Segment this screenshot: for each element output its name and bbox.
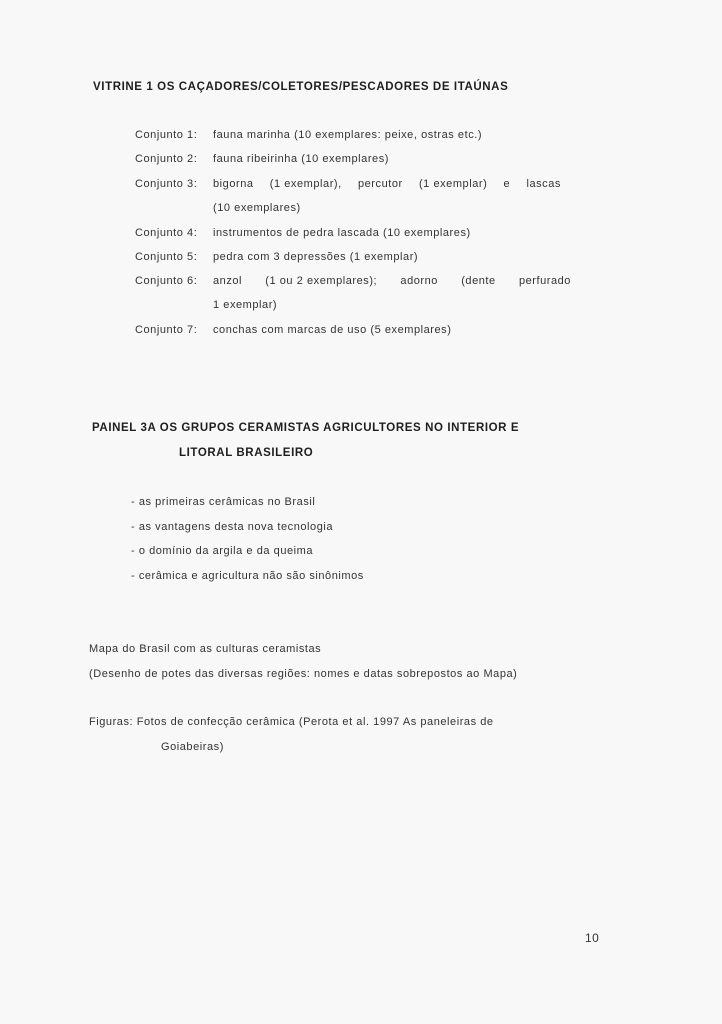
conjunto-text: fauna marinha (10 exemplares: peixe, ostras etc.): [213, 129, 483, 141]
conjunto-label: Conjunto 1:: [135, 129, 198, 141]
list-item: [135, 227, 471, 239]
list-item: [135, 324, 451, 336]
figuras-continuation: Goiabeiras): [161, 741, 224, 753]
conjunto-text: instrumentos de pedra lascada (10 exemplares): [213, 227, 471, 239]
list-item: [135, 178, 561, 190]
list-item: [135, 275, 571, 287]
list-item: [135, 129, 482, 141]
conjunto-continuation: (10 exemplares): [213, 202, 301, 214]
vitrine-heading: VITRINE 1 OS CAÇADORES/COLETORES/PESCADORES DE ITAÚNAS: [93, 81, 509, 93]
mapa-line: (Desenho de potes das diversas regiões: nomes e datas sobrepostos ao Mapa): [89, 668, 518, 680]
conjunto-text: [213, 178, 561, 190]
page-number: 10: [585, 931, 600, 945]
word: bigorna: [213, 178, 254, 190]
mapa-line: Mapa do Brasil com as culturas ceramistas: [89, 643, 322, 655]
list-item: [135, 251, 418, 263]
conjunto-label: Conjunto 2:: [135, 153, 198, 165]
word: adorno: [400, 275, 438, 287]
word: anzol: [213, 275, 243, 287]
word: (1 ou 2 exemplares);: [265, 275, 378, 287]
bullet-item: - as primeiras cerâmicas no Brasil: [131, 496, 316, 508]
word: percutor: [357, 178, 403, 190]
conjunto-text: conchas com marcas de uso (5 exemplares): [213, 324, 452, 336]
conjunto-label: Conjunto 7:: [135, 324, 198, 336]
word: (dente: [461, 275, 496, 287]
conjunto-continuation: 1 exemplar): [213, 299, 278, 311]
painel-heading: PAINEL 3A OS GRUPOS CERAMISTAS AGRICULTORES NO INTERIOR E: [92, 422, 520, 434]
word: (1 exemplar): [418, 178, 488, 190]
word: e: [503, 178, 511, 190]
word: (1 exemplar),: [269, 178, 342, 190]
conjunto-label: Conjunto 5:: [135, 251, 198, 263]
conjunto-label: Conjunto 6:: [135, 275, 198, 287]
bullet-item: - o domínio da argila e da queima: [131, 545, 314, 557]
conjunto-label: Conjunto 3:: [135, 178, 198, 190]
conjunto-text: fauna ribeirinha (10 exemplares): [213, 153, 389, 165]
word: lascas: [526, 178, 561, 190]
conjunto-text: [213, 275, 571, 287]
bullet-item: - cerâmica e agricultura não são sinônimos: [131, 570, 364, 582]
bullet-item: - as vantagens desta nova tecnologia: [131, 521, 334, 533]
conjunto-label: Conjunto 4:: [135, 227, 198, 239]
word: perfurado: [518, 275, 571, 287]
list-item: [135, 153, 389, 165]
painel-heading-continuation: LITORAL BRASILEIRO: [179, 447, 314, 459]
conjunto-text: pedra com 3 depressões (1 exemplar): [213, 251, 419, 263]
figuras-line: Figuras: Fotos de confecção cerâmica (Perota et al. 1997 As paneleiras de: [89, 716, 494, 728]
